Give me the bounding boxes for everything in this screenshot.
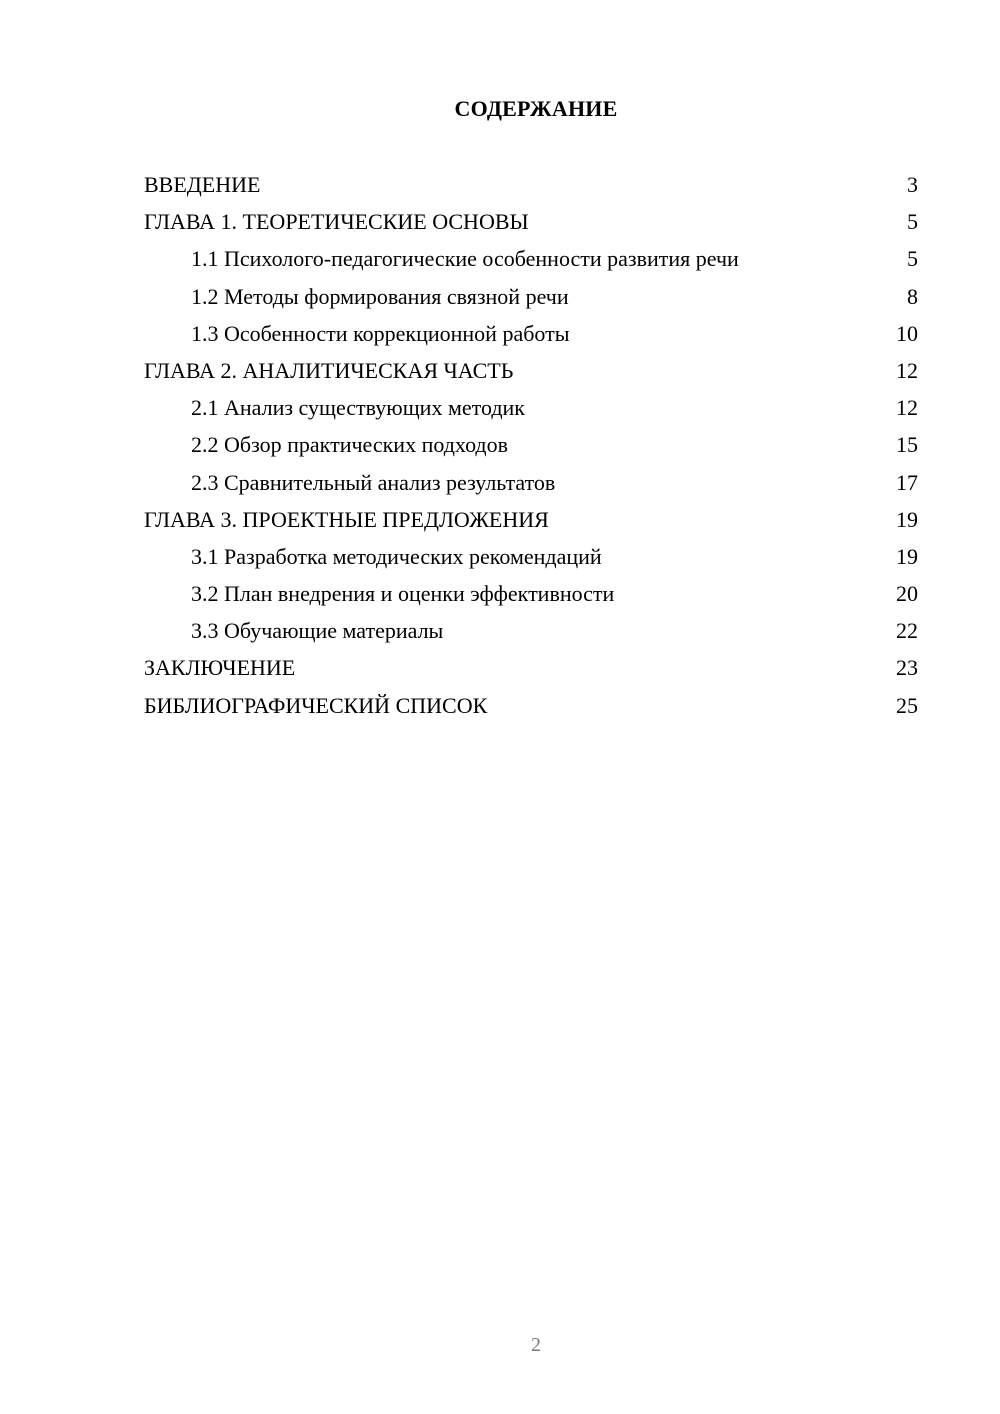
page-title: СОДЕРЖАНИЕ [454, 96, 618, 121]
toc-entry-page: 19 [896, 543, 918, 569]
toc-entry-label: 2.1 Анализ существующих методик [191, 395, 525, 421]
toc-entry-chapter-2[interactable] [144, 352, 918, 389]
toc-entry-section-3-3[interactable] [144, 612, 918, 649]
toc-entry-page: 12 [896, 357, 918, 383]
toc-entry-label: ГЛАВА 2. АНАЛИТИЧЕСКАЯ ЧАСТЬ [144, 357, 514, 383]
toc-entry-page: 25 [896, 692, 918, 718]
toc-entry-chapter-3[interactable] [144, 501, 918, 538]
toc-entry-label: 1.1 Психолого-педагогические особенности развития речи [191, 246, 739, 272]
toc-entry-label: 2.3 Сравнительный анализ результатов [191, 469, 556, 495]
toc-entry-section-3-1[interactable] [144, 538, 918, 575]
toc-entry-label: 1.3 Особенности коррекционной работы [191, 320, 570, 346]
toc-entry-page: 10 [896, 320, 918, 346]
toc-entry-section-2-2[interactable] [144, 426, 918, 463]
toc-entry-page: 20 [896, 581, 918, 607]
toc-entry-page: 22 [896, 618, 918, 644]
toc-entry-label: ВВЕДЕНИЕ [144, 172, 261, 197]
toc-entry-section-2-1[interactable] [144, 389, 918, 426]
toc-entry-label: ГЛАВА 1. ТЕОРЕТИЧЕСКИЕ ОСНОВЫ [144, 209, 529, 235]
toc-entry-bibliography[interactable] [144, 687, 918, 724]
toc-entry-label: 3.3 Обучающие материалы [191, 618, 444, 644]
toc-entry-label: БИБЛИОГРАФИЧЕСКИЙ СПИСОК [144, 692, 488, 718]
toc-entry-label: 3.2 План внедрения и оценки эффективности [191, 581, 615, 607]
toc-entry-label: 2.2 Обзор практических подходов [191, 432, 509, 458]
toc-entry-chapter-1[interactable] [144, 203, 918, 240]
toc-entry-page: 23 [896, 655, 918, 681]
toc-entry-page: 5 [907, 246, 918, 272]
toc-entry-introduction[interactable] [144, 166, 918, 203]
toc-entry-section-1-2[interactable] [144, 278, 918, 315]
toc-entry-page: 15 [896, 432, 918, 458]
toc-entry-section-1-1[interactable] [144, 240, 918, 277]
toc-entry-section-1-3[interactable] [144, 315, 918, 352]
toc-entry-label: 1.2 Методы формирования связной речи [191, 283, 569, 309]
toc-entry-page: 19 [896, 506, 918, 532]
toc-entry-page: 3 [907, 172, 918, 197]
toc-entry-page: 5 [907, 209, 918, 235]
table-of-contents [144, 166, 918, 724]
toc-entry-section-2-3[interactable] [144, 464, 918, 501]
toc-entry-label: ГЛАВА 3. ПРОЕКТНЫЕ ПРЕДЛОЖЕНИЯ [144, 506, 549, 532]
toc-entry-page: 8 [907, 283, 918, 309]
toc-entry-conclusion[interactable] [144, 649, 918, 686]
page-number: 2 [531, 1334, 541, 1356]
toc-entry-label: 3.1 Разработка методических рекомендаций [191, 543, 602, 569]
toc-entry-page: 12 [896, 395, 918, 421]
toc-entry-page: 17 [896, 469, 918, 495]
toc-entry-section-3-2[interactable] [144, 575, 918, 612]
toc-entry-label: ЗАКЛЮЧЕНИЕ [144, 655, 296, 681]
